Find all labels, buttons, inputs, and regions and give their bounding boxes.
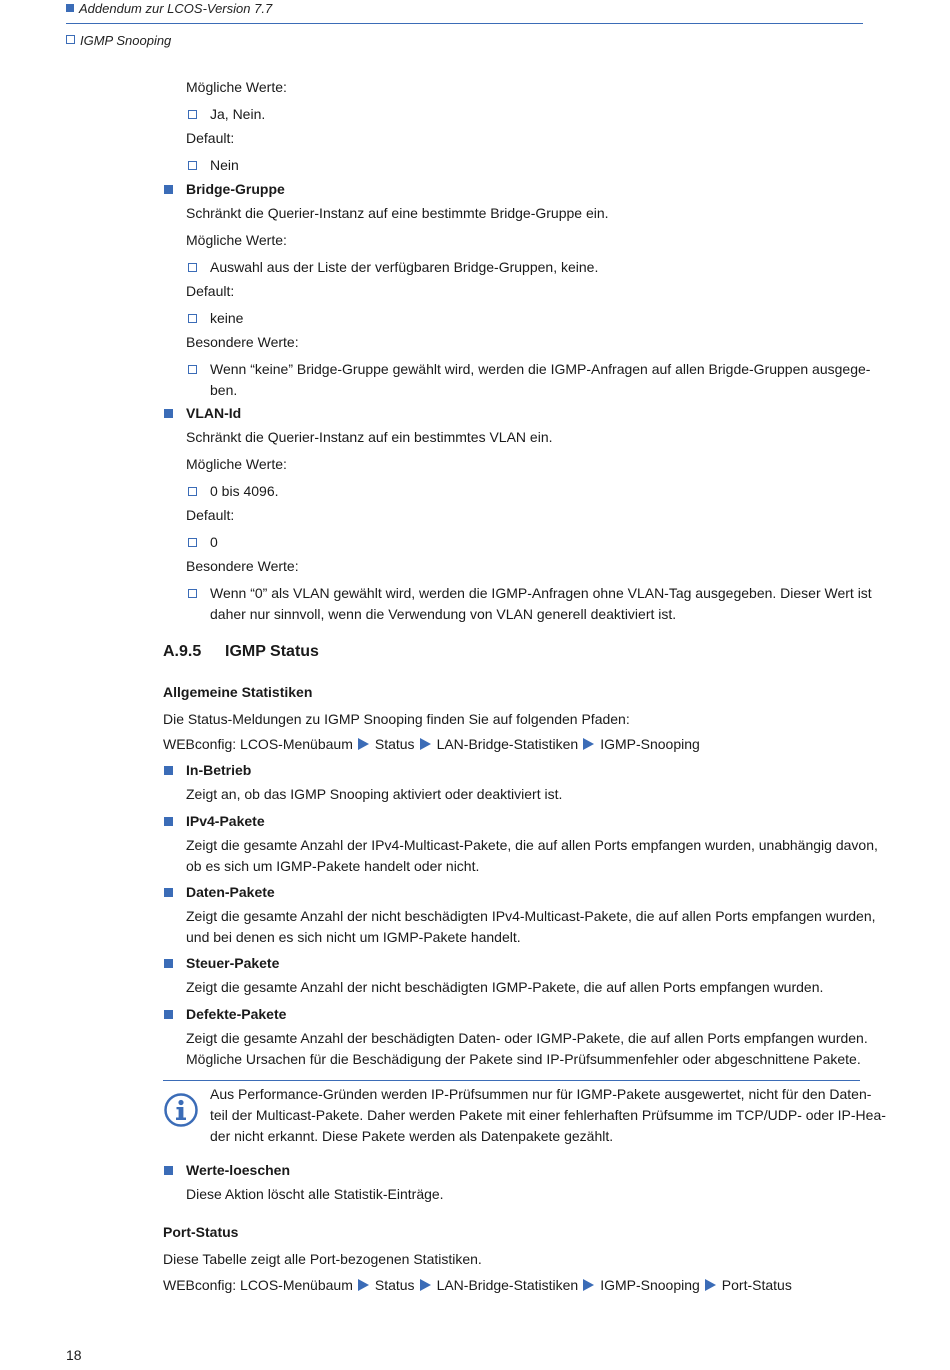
port-path bbox=[163, 1275, 792, 1296]
in-betrieb-title: In-Betrieb bbox=[186, 762, 252, 778]
open-bullet-icon bbox=[188, 538, 197, 547]
header-square-icon bbox=[66, 4, 74, 12]
info-rule bbox=[163, 1080, 860, 1081]
arrow-right-icon bbox=[358, 1279, 369, 1291]
defekte-title: Defekte-Pakete bbox=[186, 1006, 287, 1022]
bridge-desc: Schränkt die Querier-Instanz auf eine bestimmte Bridge-Gruppe ein. bbox=[186, 205, 609, 221]
possible-label: Mögliche Werte: bbox=[186, 79, 287, 95]
daten-title: Daten-Pakete bbox=[186, 884, 275, 900]
subheader-square-icon bbox=[66, 35, 75, 44]
arrow-right-icon bbox=[358, 738, 369, 750]
info-line2: teil der Multicast-Pakete. Daher werden Pakete mit einer fehlerhaften Prüfsumme im TCP/UDP- oder IP-Hea- bbox=[210, 1107, 886, 1123]
info-line3: der nicht erkannt. Diese Pakete werden als Datenpakete gezählt. bbox=[210, 1128, 614, 1144]
defekte-desc-line1: Zeigt die gesamte Anzahl der beschädigten Daten- oder IGMP-Pakete, die auf allen Ports empfangen wurden. bbox=[186, 1030, 868, 1046]
stats-intro: Die Status-Meldungen zu IGMP Snooping finden Sie auf folgenden Pfaden: bbox=[163, 711, 630, 727]
path-step: LAN-Bridge-Statistiken bbox=[436, 736, 579, 752]
open-bullet-icon bbox=[188, 110, 197, 119]
info-icon bbox=[164, 1093, 198, 1127]
werte-desc: Diese Aktion löscht alle Statistik-Einträge. bbox=[186, 1186, 444, 1202]
defekte-desc-line2: Mögliche Ursachen für die Beschädigung der Pakete sind IP-Prüfsummenfehler oder abgeschnittene Pakete. bbox=[186, 1051, 861, 1067]
bridge-special-line1: Wenn “keine” Bridge-Gruppe gewählt wird, werden die IGMP-Anfragen auf allen Brigde-Gruppen ausgege- bbox=[210, 361, 871, 377]
path-step: Status bbox=[374, 736, 415, 752]
bullet-icon bbox=[164, 959, 173, 968]
bullet-icon bbox=[164, 409, 173, 418]
vlan-possible-label: Mögliche Werte: bbox=[186, 456, 287, 472]
stats-path bbox=[163, 734, 700, 755]
header-title: Addendum zur LCOS-Version 7.7 bbox=[79, 1, 273, 16]
bridge-special-line2: ben. bbox=[210, 382, 238, 398]
header-rule bbox=[66, 23, 863, 24]
ipv4-desc-line1: Zeigt die gesamte Anzahl der IPv4-Multicast-Pakete, die auf allen Ports empfangen wurden, unabhängig davon, bbox=[186, 837, 878, 853]
daten-desc-line2: und bei denen es sich nicht um IGMP-Pakete handelt. bbox=[186, 929, 521, 945]
bullet-icon bbox=[164, 1166, 173, 1175]
open-bullet-icon bbox=[188, 161, 197, 170]
bullet-icon bbox=[164, 185, 173, 194]
path-root: WEBconfig: LCOS-Menübaum bbox=[163, 736, 353, 752]
default-label: Default: bbox=[186, 130, 235, 146]
path-step: Port-Status bbox=[721, 1277, 792, 1293]
arrow-right-icon bbox=[420, 738, 431, 750]
path-root: WEBconfig: LCOS-Menübaum bbox=[163, 1277, 353, 1293]
port-intro: Diese Tabelle zeigt alle Port-bezogenen Statistiken. bbox=[163, 1251, 482, 1267]
bridge-possible-label: Mögliche Werte: bbox=[186, 232, 287, 248]
port-heading: Port-Status bbox=[163, 1224, 239, 1240]
vlan-special-label: Besondere Werte: bbox=[186, 558, 299, 574]
possible-value: Ja, Nein. bbox=[210, 106, 266, 122]
arrow-right-icon bbox=[420, 1279, 431, 1291]
info-line1: Aus Performance-Gründen werden IP-Prüfsummen nur für IGMP-Pakete ausgewertet, nicht für den Daten- bbox=[210, 1086, 872, 1102]
bullet-icon bbox=[164, 817, 173, 826]
bridge-possible-value: Auswahl aus der Liste der verfügbaren Bridge-Gruppen, keine. bbox=[210, 259, 599, 275]
open-bullet-icon bbox=[188, 365, 197, 374]
steuer-desc: Zeigt die gesamte Anzahl der nicht beschädigten IGMP-Pakete, die auf allen Ports empfangen wurden. bbox=[186, 979, 824, 995]
stats-heading: Allgemeine Statistiken bbox=[163, 684, 313, 700]
in-betrieb-desc: Zeigt an, ob das IGMP Snooping aktiviert oder deaktiviert ist. bbox=[186, 786, 563, 802]
section-number: A.9.5 bbox=[163, 643, 202, 660]
path-step: IGMP-Snooping bbox=[600, 736, 700, 752]
bullet-icon bbox=[164, 888, 173, 897]
header-section: IGMP Snooping bbox=[80, 33, 172, 48]
section-title: IGMP Status bbox=[225, 643, 319, 660]
path-step: Status bbox=[374, 1277, 415, 1293]
page-number: 18 bbox=[66, 1347, 82, 1363]
vlan-special-line2: daher nur sinnvoll, wenn die Verwendung von VLAN generell deaktiviert ist. bbox=[210, 606, 677, 622]
ipv4-title: IPv4-Pakete bbox=[186, 813, 265, 829]
bullet-icon bbox=[164, 1010, 173, 1019]
vlan-default-label: Default: bbox=[186, 507, 235, 523]
steuer-title: Steuer-Pakete bbox=[186, 955, 280, 971]
open-bullet-icon bbox=[188, 314, 197, 323]
vlan-special-line1: Wenn “0” als VLAN gewählt wird, werden die IGMP-Anfragen ohne VLAN-Tag ausgegeben. Dieser Wert ist bbox=[210, 585, 872, 601]
open-bullet-icon bbox=[188, 589, 197, 598]
bullet-icon bbox=[164, 766, 173, 775]
path-step: LAN-Bridge-Statistiken bbox=[436, 1277, 579, 1293]
running-header bbox=[66, 1, 272, 16]
daten-desc-line1: Zeigt die gesamte Anzahl der nicht beschädigten IPv4-Multicast-Pakete, die auf allen Ports empfangen wurden, bbox=[186, 908, 876, 924]
vlan-default-value: 0 bbox=[210, 534, 218, 550]
open-bullet-icon bbox=[188, 487, 197, 496]
vlan-title: VLAN-Id bbox=[186, 405, 242, 421]
open-bullet-icon bbox=[188, 263, 197, 272]
running-subheader bbox=[66, 33, 171, 48]
bridge-default-label: Default: bbox=[186, 283, 235, 299]
path-step: IGMP-Snooping bbox=[600, 1277, 700, 1293]
vlan-possible-value: 0 bis 4096. bbox=[210, 483, 279, 499]
bridge-title: Bridge-Gruppe bbox=[186, 181, 285, 197]
ipv4-desc-line2: ob es sich um IGMP-Pakete handelt oder nicht. bbox=[186, 858, 480, 874]
arrow-right-icon bbox=[583, 738, 594, 750]
bridge-special-label: Besondere Werte: bbox=[186, 334, 299, 350]
werte-title: Werte-loeschen bbox=[186, 1162, 290, 1178]
bridge-default-value: keine bbox=[210, 310, 244, 326]
arrow-right-icon bbox=[583, 1279, 594, 1291]
default-value: Nein bbox=[210, 157, 239, 173]
arrow-right-icon bbox=[705, 1279, 716, 1291]
vlan-desc: Schränkt die Querier-Instanz auf ein bestimmtes VLAN ein. bbox=[186, 429, 553, 445]
